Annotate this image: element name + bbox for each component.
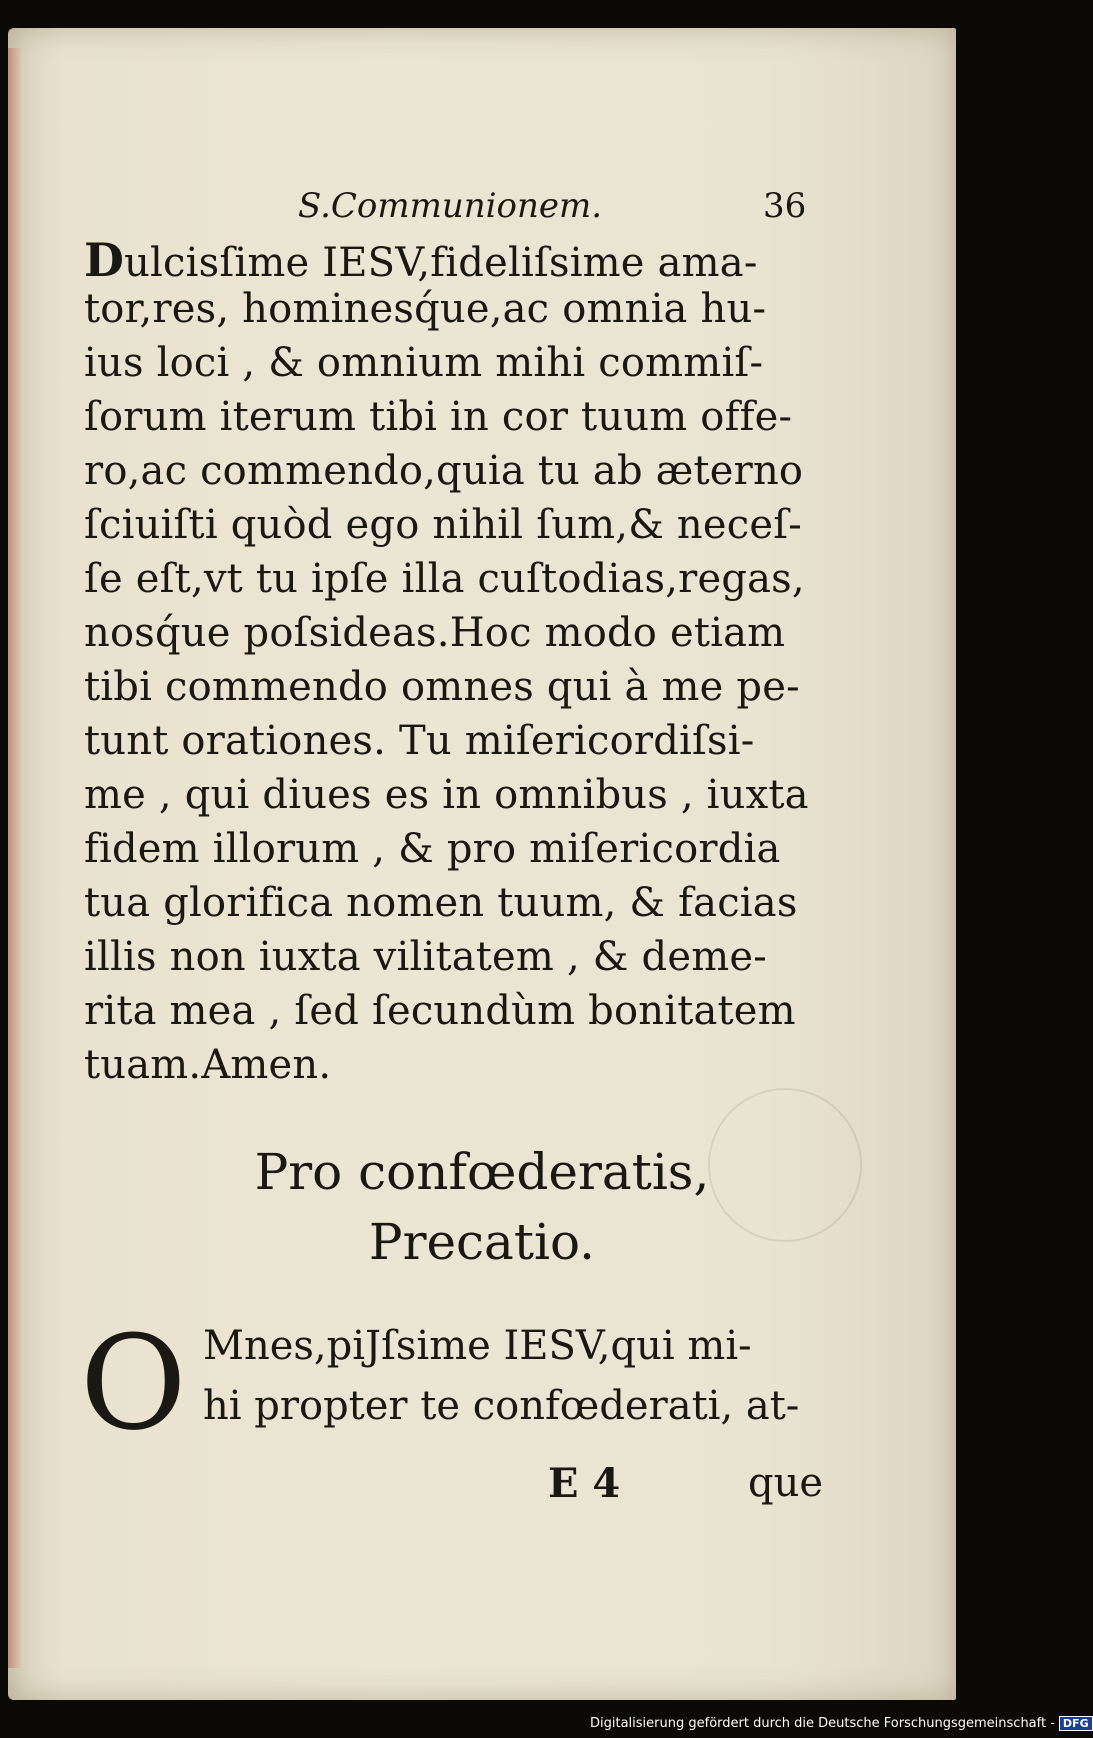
- body-line: tibi commendo omnes qui à me pe-: [84, 664, 800, 710]
- body-line: tua glorifica nomen tuum, & facias: [84, 880, 798, 926]
- body-line: tor,res, hominesq́ue,ac omnia hu-: [84, 286, 767, 332]
- body-line: tuam.Amen.: [84, 1042, 332, 1088]
- page-number: 36: [763, 186, 807, 226]
- body-line: illis non iuxta vilitatem , & deme-: [84, 934, 767, 980]
- body-line: ſciuiſti quòd ego nihil ſum,& neceſ-: [84, 502, 802, 548]
- section-line: Mnes,piJſsime IESV,qui mi-: [203, 1323, 752, 1369]
- body-line: Dulcisſime IESV,fideliſsime ama-: [84, 233, 758, 287]
- dropcap-letter: D: [84, 233, 125, 287]
- dfg-logo: DFG: [1059, 1716, 1093, 1731]
- initial-letter: O: [80, 1307, 187, 1459]
- section-line: hi propter te confœderati, at-: [203, 1383, 800, 1429]
- digitization-credit: [590, 1716, 1093, 1731]
- page-edge-stain: [8, 48, 22, 1668]
- body-line: rita mea , ſed ſecundùm bonitatem: [84, 988, 796, 1034]
- body-line: ius loci , & omnium mihi commiſ-: [84, 340, 764, 386]
- running-title: S.Communionem.: [298, 186, 603, 226]
- body-line: ſorum iterum tibi in cor tuum offe-: [84, 394, 793, 440]
- signature-mark: E 4: [548, 1460, 621, 1507]
- body-line: ſe eſt,vt tu ipſe illa cuſtodias,regas,: [84, 556, 805, 602]
- catchword: que: [748, 1460, 824, 1506]
- body-line: me , qui diues es in omnibus , iuxta: [84, 772, 809, 818]
- body-line: tunt orationes. Tu miſericordiſsi-: [84, 718, 755, 764]
- section-heading: Pro confœderatis,: [254, 1143, 710, 1201]
- book-page: [8, 28, 956, 1700]
- body-line: ro,ac commendo,quia tu ab æterno: [84, 448, 804, 494]
- credit-text: Digitalisierung gefördert durch die Deutsche Forschungsgemeinschaft -: [590, 1716, 1055, 1731]
- body-line: fidem illorum , & pro miſericordia: [84, 826, 781, 872]
- body-line: nosq́ue poſsideas.Hoc modo etiam: [84, 610, 786, 656]
- section-heading-sub: Precatio.: [368, 1213, 596, 1271]
